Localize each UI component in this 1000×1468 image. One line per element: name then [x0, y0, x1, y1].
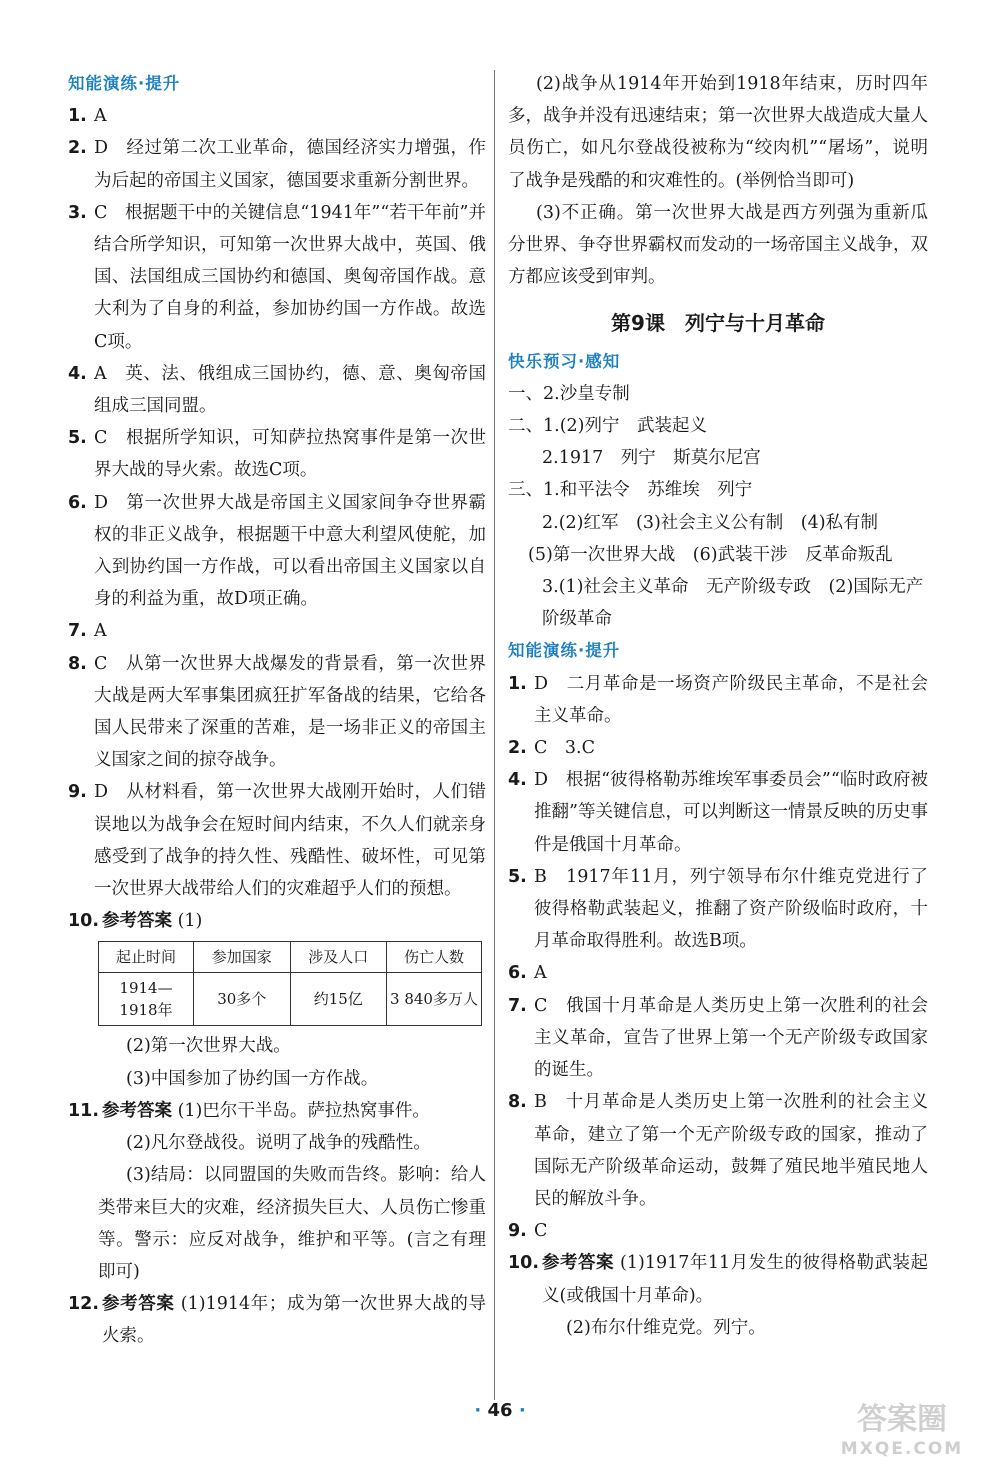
war-summary-table — [98, 941, 482, 1026]
preview-line: 3.(1)社会主义革命 无产阶级专政 (2)国际无产阶级革命 — [542, 577, 924, 630]
answer-text: A — [94, 106, 107, 127]
preview-line: 二、1.(2)列宁 武装起义 — [508, 416, 707, 437]
answer-number: 7. — [508, 995, 527, 1016]
answer-text: D 第一次世界大战是帝国主义国家间争夺世界霸权的非正义战争，根据题干中意大利望风使舵，加入到协约国一方作战，可以看出帝国主义国家以自身的利益为重，故D项正确。 — [94, 492, 486, 610]
lesson-title: 第9课 列宁与十月革命 — [611, 311, 825, 336]
answer-item-12 — [68, 1288, 486, 1352]
answer-item — [508, 1086, 928, 1215]
answer-text: C 3.C — [534, 738, 595, 759]
preview-line: 2.1917 列宁 斯莫尔尼宫 — [542, 448, 761, 469]
answer-text: C 根据题干中的关键信息“1941年”“若干年前”并结合所学知识，可知第一次世界大战中，英国、俄国、法国组成三国协约和德国、奥匈帝国作战。意大利为了自身的利益，参加协约国一方作战。故选C项。 — [94, 202, 486, 352]
right-column — [508, 68, 928, 1344]
answer-part: (2)第一次世界大战。 — [126, 1036, 291, 1057]
answer-number: 10. — [508, 1253, 540, 1274]
answer-part: (3)不正确。第一次世界大战是西方列强为重新瓜分世界、争夺世界霸权而发动的一场帝国主义战争，双方都应该受到审判。 — [508, 202, 928, 288]
table-row — [99, 973, 482, 1026]
section-heading: 知能演练·提升 — [508, 641, 621, 661]
answer-number: 1. — [68, 106, 87, 127]
answer-item-10 — [68, 905, 486, 937]
answer-number: 9. — [68, 782, 87, 803]
answer-part: (2)战争从1914年开始到1918年结束，历时四年多，战争并没有迅速结束；第一次世界大战造成大量人员伤亡，如凡尔登战役被称为“绞肉机”“屠场”，说明了战争是残酷的和灾难性的。(举例恰当即可) — [508, 74, 928, 191]
reference-answer-label: 参考答案 — [102, 1294, 175, 1315]
answer-number: 6. — [68, 492, 87, 513]
answer-item — [68, 197, 486, 358]
answer-number: 9. — [508, 1221, 527, 1242]
table-cell: 约15亿 — [290, 973, 387, 1026]
answer-number: 12. — [68, 1294, 100, 1315]
table-header-row — [99, 942, 482, 973]
answer-text: A — [94, 621, 107, 642]
page-number-value: 46 — [487, 1400, 513, 1421]
page-dot: · — [518, 1400, 526, 1421]
answer-number: 6. — [508, 963, 527, 984]
reference-answer-label: 参考答案 — [102, 1100, 172, 1121]
watermark-text: 答案圈 — [857, 1402, 947, 1437]
table-header-cell: 参加国家 — [194, 942, 291, 973]
section-heading: 知能演练·提升 — [68, 74, 181, 93]
answer-part: (3)结局：以同盟国的失败而告终。影响：给人类带来巨大的灾难，经济损失巨大、人员伤亡惨重等。警示：应反对战争，维护和平等。(言之有理即可) — [98, 1165, 486, 1282]
answer-item — [68, 615, 486, 647]
answer-number: 4. — [68, 363, 87, 384]
answer-number: 5. — [68, 428, 87, 449]
answer-number: 8. — [508, 1092, 527, 1113]
page-dot: · — [474, 1400, 482, 1421]
answer-part: (1)1917年11月发生的彼得格勒武装起义(或俄国十月革命)。 — [542, 1253, 928, 1306]
table-cell: 30多个 — [194, 973, 291, 1026]
answer-item — [508, 764, 928, 861]
table-header-cell: 涉及人口 — [290, 942, 387, 973]
answer-item — [508, 1215, 928, 1247]
answer-number: 1. — [508, 673, 527, 694]
answer-item-11 — [68, 1095, 486, 1127]
answer-text: C 根据所学知识，可知萨拉热窝事件是第一次世界大战的导火索。故选C项。 — [94, 428, 486, 481]
answer-number: 3. — [68, 202, 87, 223]
answer-item — [68, 648, 486, 777]
answer-text: B 十月革命是人类历史上第一次胜利的社会主义革命，建立了第一个无产阶级专政的国家，推动了国际无产阶级革命运动，鼓舞了殖民地半殖民地人民的解放斗争。 — [534, 1092, 928, 1209]
answer-item — [68, 358, 486, 422]
answer-part: (1)巴尔干半岛。萨拉热窝事件。 — [177, 1100, 430, 1121]
answer-item — [68, 487, 486, 616]
answer-number: 4. — [508, 770, 527, 791]
table-cell: 1914—1918年 — [99, 973, 194, 1026]
answer-text: A — [534, 963, 547, 984]
answer-text: D 从材料看，第一次世界大战刚开始时，人们错误地以为战争会在短时间内结束，不久人们就亲身感受到了战争的持久性、残酷性、破坏性，可见第一次世界大战带给人们的灾难超乎人们的预想。 — [94, 782, 486, 900]
answer-number: 2. — [68, 138, 87, 159]
answer-item — [508, 732, 928, 764]
preview-line: 三、1.和平法令 苏维埃 列宁 — [508, 480, 753, 501]
answer-part: (2)凡尔登战役。说明了战争的残酷性。 — [126, 1133, 431, 1154]
answer-item-10 — [508, 1247, 928, 1311]
column-divider — [494, 70, 495, 1400]
answer-number: 11. — [68, 1100, 100, 1121]
answer-text: C — [534, 1221, 548, 1242]
table-header-cell: 伤亡人数 — [387, 942, 482, 973]
answer-text: C 从第一次世界大战爆发的背景看，第一次世界大战是两大军事集团疯狂扩军备战的结果，它给各国人民带来了深重的苦难，是一场非正义的帝国主义国家之间的掠夺战争。 — [94, 653, 486, 771]
answer-text: D 根据“彼得格勒苏维埃军事委员会”“临时政府被推翻”等关键信息，可以判断这一情景反映的历史事件是俄国十月革命。 — [534, 770, 928, 855]
answer-item — [68, 100, 486, 132]
answer-number: 7. — [68, 621, 87, 642]
table-cell: 3 840多万人 — [387, 973, 482, 1026]
answer-item — [508, 668, 928, 732]
answer-part: (2)布尔什维克党。列宁。 — [566, 1317, 766, 1338]
preview-line: 2.(2)红军 (3)社会主义公有制 (4)私有制 — [542, 512, 879, 533]
answer-number: 8. — [68, 653, 87, 674]
answer-part: (1)1914年；成为第一次世界大战的导火索。 — [102, 1294, 486, 1347]
watermark-text: MXQE.COM — [840, 1439, 964, 1459]
answer-text: C 俄国十月革命是人类历史上第一次胜利的社会主义革命，宣告了世界上第一个无产阶级专政国家的诞生。 — [534, 995, 928, 1081]
answer-text: B 1917年11月，列宁领导布尔什维克党进行了彼得格勒武装起义，推翻了资产阶级临时政府，十月革命取得胜利。故选B项。 — [534, 866, 928, 952]
answer-text: D 经过第二次工业革命，德国经济实力增强，作为后起的帝国主义国家，德国要求重新分割世界。 — [94, 138, 486, 191]
answer-part: (3)中国参加了协约国一方作战。 — [126, 1068, 379, 1089]
answer-part: (1) — [177, 911, 203, 932]
watermark-logo — [822, 1402, 982, 1464]
answer-item — [68, 776, 486, 905]
answer-number: 10. — [68, 911, 100, 932]
section-heading: 快乐预习·感知 — [508, 351, 621, 371]
left-column — [68, 68, 486, 1353]
answer-item — [508, 957, 928, 989]
answer-item — [508, 990, 928, 1087]
answer-number: 2. — [508, 738, 527, 759]
answer-item — [508, 861, 928, 958]
reference-answer-label: 参考答案 — [102, 911, 172, 932]
answer-number: 5. — [508, 866, 527, 887]
answer-text: D 二月革命是一场资产阶级民主革命，不是社会主义革命。 — [534, 673, 928, 726]
preview-line: (5)第一次世界大战 (6)武装干涉 反革命叛乱 — [528, 544, 893, 565]
preview-line: 一、2.沙皇专制 — [508, 383, 630, 404]
answer-item — [68, 132, 486, 196]
answer-item — [68, 422, 486, 486]
reference-answer-label: 参考答案 — [542, 1253, 614, 1274]
table-header-cell: 起止时间 — [99, 942, 194, 973]
answer-text: A 英、法、俄组成三国协约，德、意、奥匈帝国组成三国同盟。 — [94, 363, 486, 417]
